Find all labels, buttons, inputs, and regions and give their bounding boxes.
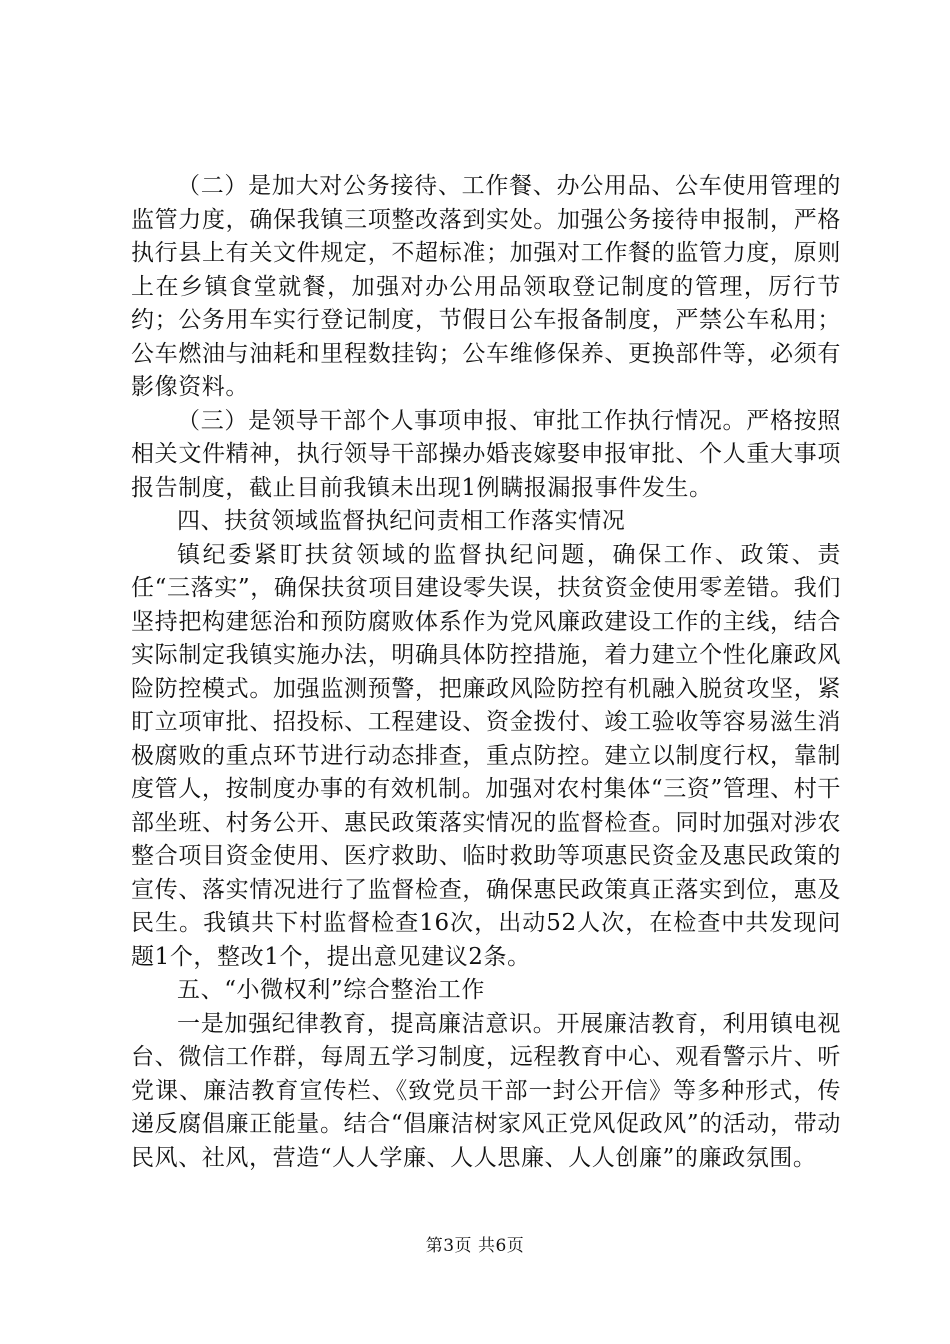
section-4-heading: 四、扶贫领域监督执纪问责相工作落实情况 [177, 508, 626, 534]
section-5-paragraph: 一是加强纪律教育，提高廉洁意识。开展廉洁教育，利用镇电视台、微信工作群，每周五学习制度，远程教育中心、观看警示片、听党课、廉洁教育宣传栏、《致党员干部一封公开信》等多种形式，传递反腐倡廉正能量。结合“倡廉洁树家风正党风促政风”的活动，带动民风、社风，营造“人人学廉、人人思廉、人人创廉”的廉政氛围。 [131, 1010, 841, 1171]
section-5-heading: 五、“小微权利”综合整治工作 [177, 977, 485, 1003]
document-body [131, 170, 841, 1175]
page-number-footer: 第3页 共6页 [425, 1236, 525, 1256]
section-4-paragraph: 镇纪委紧盯扶贫领域的监督执纪问题，确保工作、政策、责任“三落实”，确保扶贫项目建设零失误，扶贫资金使用零差错。我们坚持把构建惩治和预防腐败体系作为党风廉政建设工作的主线，结合实际制定我镇实施办法，明确具体防控措施，着力建立个性化廉政风险防控模式。加强监测预警，把廉政风险防控有机融入脱贫攻坚，紧盯立项审批、招投标、工程建设、资金拨付、竣工验收等容易滋生消极腐败的重点环节进行动态排查，重点防控。建立以制度行权，靠制度管人，按制度办事的有效机制。加强对农村集体“三资”管理、村干部坐班、村务公开、惠民政策落实情况的监督检查。同时加强对涉农整合项目资金使用、医疗救助、临时救助等项惠民资金及惠民政策的宣传、落实情况进行了监督检查，确保惠民政策真正落实到位，惠及民生。我镇共下村监督检查16次，出动52人次，在检查中共发现问题1个，整改1个，提出意见建议2条。 [131, 541, 841, 970]
paragraph-2-supervision: （二）是加大对公务接待、工作餐、办公用品、公车使用管理的监管力度，确保我镇三项整改落到实处。加强公务接待申报制，严格执行县上有关文件规定，不超标准；加强对工作餐的监管力度，原则上在乡镇食堂就餐，加强对办公用品领取登记制度的管理，厉行节约；公务用车实行登记制度，节假日公车报备制度，严禁公车私用；公车燃油与油耗和里程数挂钩；公车维修保养、更换部件等，必须有影像资料。 [131, 173, 841, 400]
paragraph-3-personal-matters: （三）是领导干部个人事项申报、审批工作执行情况。严格按照相关文件精神，执行领导干部操办婚丧嫁娶申报审批、个人重大事项报告制度，截止目前我镇未出现1例瞒报漏报事件发生。 [131, 407, 841, 501]
